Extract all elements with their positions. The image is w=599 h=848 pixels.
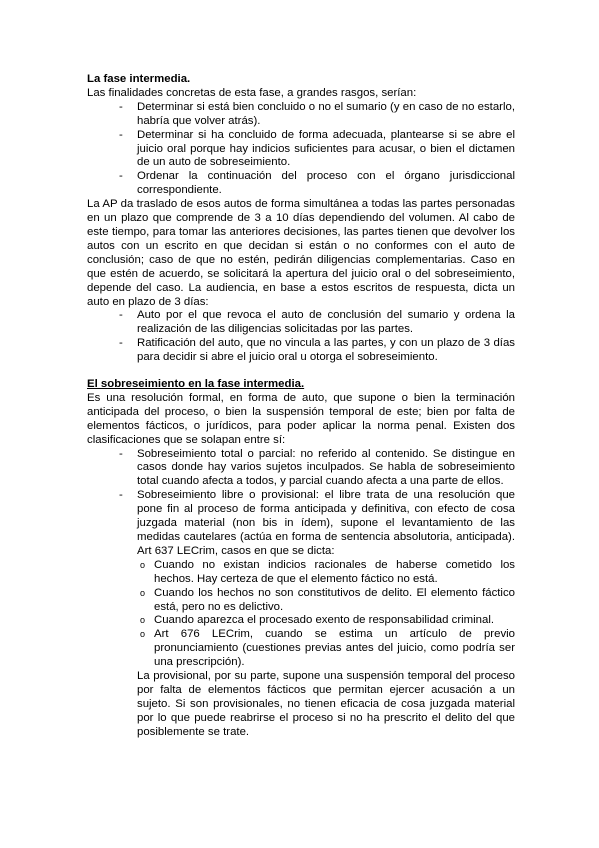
section-intro: Las finalidades concretas de esta fase, a grandes rasgos, serían: xyxy=(87,86,417,99)
dash-marker: - xyxy=(119,128,123,141)
section-title-sobreseimiento: El sobreseimiento en la fase intermedia. xyxy=(87,378,305,391)
circle-marker: o xyxy=(140,587,146,598)
list-item: - Sobreseimiento libre o provisional: el libre trata de una resolución que pone fin al proceso de forma anticipada y definitiva, con efecto de cosa juzgada material (non bis in ídem), supone el levantamiento de las medidas cautelares (actúa en forma de sentencia absolutoria, anticipada). Art 637 LECrim, casos en que se dicta: xyxy=(119,489,515,557)
list-item: - Ordenar la continuación del proceso con el órgano jurisdiccional correspondiente. xyxy=(119,170,515,197)
list-item: - Determinar si está bien concluido o no el sumario (y en caso de no estarlo, habría que volver atrás). xyxy=(119,100,515,127)
body-paragraph: Es una resolución formal, en forma de auto, que supone o bien la terminación anticipada del proceso, o bien la suspensión temporal de este; bien por falta de elementos fácticos, o jurídicos, para poder aplicar la norma penal. Existen dos clasificaciones que se solapan entre sí: xyxy=(87,391,515,446)
cases-sublist xyxy=(137,559,515,670)
purposes-list xyxy=(87,101,515,198)
list-item: - Auto por el que revoca el auto de conclusión del sumario y ordena la realización de las diligencias solicitadas por las partes. xyxy=(119,309,515,336)
list-item: - Determinar si ha concluido de forma adecuada, plantearse si se abre el juicio oral porque hay indicios suficientes para acusar, o bien el dictamen de un auto de sobreseimiento. xyxy=(119,128,515,169)
dash-marker: - xyxy=(119,447,123,460)
circle-marker: o xyxy=(140,615,146,626)
body-paragraph: La AP da traslado de esos autos de forma simultánea a todas las partes personadas en un plazo que comprende de 3 a 10 días dependiendo del volumen. Al cabo de este tiempo, para tomar las anteriores decisiones, las partes tienen que devolver los autos con un escrito en que decidan si están o no conformes con el auto de conclusión; caso de que no estén, pedirán diligencias complementarias. Caso en que estén de acuerdo, se solicitará la apertura del juicio oral o del sobreseimiento, depende del caso. La audiencia, en base a estos escritos de respuesta, dicta un auto en plazo de 3 días: xyxy=(87,198,515,308)
dash-marker: - xyxy=(119,170,123,183)
list-item: - Sobreseimiento total o parcial: no referido al contenido. Se distingue en casos donde hay varios sujetos inculpados. Se habla de sobreseimiento total cuando afecta a todos, y parcial cuando afecta a una parte de ellos. xyxy=(119,447,515,488)
section-title-fase-intermedia: La fase intermedia. xyxy=(87,73,191,85)
list-item: - Ratificación del auto, que no vincula a las partes, y con un plazo de 3 días para decidir si abre el juicio oral u otorga el sobreseimiento. xyxy=(119,337,515,364)
dash-marker: - xyxy=(119,489,123,502)
auto-options-list xyxy=(87,309,515,365)
classification-list xyxy=(87,448,515,559)
document-page xyxy=(87,73,515,740)
sublist-item: o Cuando aparezca el procesado exento de responsabilidad criminal. xyxy=(140,614,495,627)
circle-marker: o xyxy=(140,559,146,570)
closing-paragraph: La provisional, por su parte, supone una suspensión temporal del proceso por falta de elementos fácticos que permitan ejercer acusación a un sujeto. Si son provisionales, no tienen eficacia de cosa juzgada material por lo que puede reabrirse el proceso si no ha prescrito el delito del que posiblemente se trate. xyxy=(137,670,515,738)
dash-marker: - xyxy=(119,100,123,113)
sublist-item: o Cuando no existan indicios racionales de haberse cometido los hechos. Hay certeza de que el elemento fáctico no está. xyxy=(140,558,515,585)
sublist-item: o Art 676 LECrim, cuando se estima un artículo de previo pronunciamiento (cuestiones previas antes del juicio, como podría ser una prescripción). xyxy=(140,628,515,669)
circle-marker: o xyxy=(140,629,146,640)
sublist-item: o Cuando los hechos no son constitutivos de delito. El elemento fáctico está, pero no es delictivo. xyxy=(140,586,515,613)
dash-marker: - xyxy=(119,337,123,350)
dash-marker: - xyxy=(119,309,123,322)
